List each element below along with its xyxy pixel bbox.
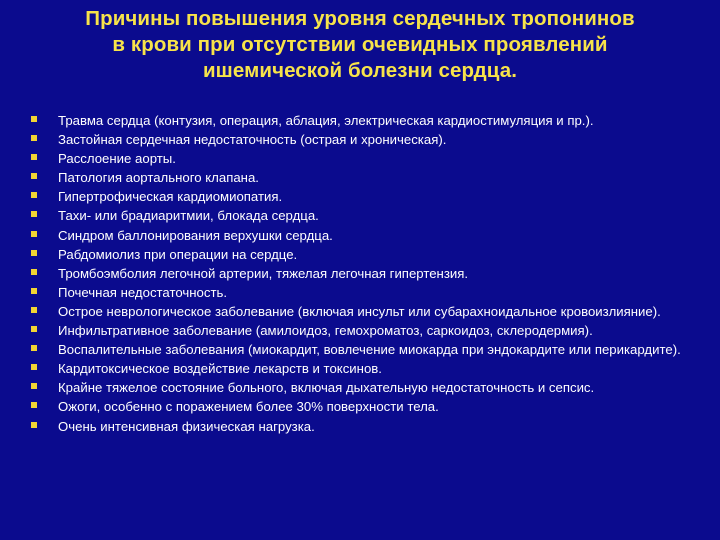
list-item — [30, 323, 698, 338]
list-item — [30, 380, 698, 395]
list-item — [30, 304, 698, 319]
square-bullet-icon — [31, 383, 37, 389]
list-item — [30, 208, 698, 223]
list-item — [30, 132, 698, 147]
square-bullet-icon — [31, 192, 37, 198]
square-bullet-icon — [31, 364, 37, 370]
square-bullet-icon — [31, 402, 37, 408]
square-bullet-icon — [31, 326, 37, 332]
causes-list — [30, 113, 698, 438]
square-bullet-icon — [31, 307, 37, 313]
list-item-text: Почечная недостаточность. — [58, 284, 228, 300]
list-item-text: Кардитоксическое воздействие лекарств и токсинов. — [58, 361, 382, 377]
list-item — [30, 113, 698, 128]
list-item — [30, 419, 698, 434]
square-bullet-icon — [31, 422, 37, 428]
list-item-text: Инфильтративное заболевание (амилоидоз, гемохроматоз, саркоидоз, склеродермия). — [58, 323, 593, 339]
list-item-text: Острое неврологическое заболевание (включая инсульт или субарахноидальное кровоизлияние). — [58, 303, 661, 319]
list-item — [30, 247, 698, 262]
square-bullet-icon — [31, 116, 37, 122]
list-item — [30, 342, 698, 357]
list-item — [30, 399, 698, 414]
list-item — [30, 285, 698, 300]
list-item-text: Ожоги, особенно с поражением более 30% поверхности тела. — [58, 399, 439, 415]
list-item-text: Синдром баллонирования верхушки сердца. — [58, 227, 333, 243]
list-item-text: Очень интенсивная физическая нагрузка. — [58, 418, 315, 434]
list-item-text: Гипертрофическая кардиомиопатия. — [58, 189, 283, 205]
list-item — [30, 189, 698, 204]
square-bullet-icon — [31, 211, 37, 217]
square-bullet-icon — [31, 135, 37, 141]
square-bullet-icon — [31, 231, 37, 237]
list-item-text: Расслоение аорты. — [58, 151, 176, 167]
list-item-text: Крайне тяжелое состояние больного, включая дыхательную недостаточность и сепсис. — [58, 380, 595, 396]
list-item-text: Тахи- или брадиаритмии, блокада сердца. — [58, 208, 319, 224]
list-item-text: Воспалительные заболевания (миокардит, вовлечение миокарда при эндокардите или перикардите). — [58, 342, 681, 358]
square-bullet-icon — [31, 269, 37, 275]
list-item — [30, 151, 698, 166]
list-item — [30, 228, 698, 243]
list-item-text: Травма сердца (контузия, операция, аблация, электрическая кардиостимуляция и пр.). — [58, 113, 594, 128]
square-bullet-icon — [31, 345, 37, 351]
list-item-text: Рабдомиолиз при операции на сердце. — [58, 246, 298, 262]
list-item — [30, 361, 698, 376]
slide-title: Причины повышения уровня сердечных тропонинов в крови при отсутствии очевидных проявлений ишемической болезни сердца. — [85, 7, 635, 82]
square-bullet-icon — [31, 173, 37, 179]
list-item — [30, 266, 698, 281]
list-item-text: Патология аортального клапана. — [58, 170, 259, 186]
square-bullet-icon — [31, 288, 37, 294]
list-item-text: Застойная сердечная недостаточность (острая и хроническая). — [58, 132, 447, 148]
list-item — [30, 170, 698, 185]
list-item-text: Тромбоэмболия легочной артерии, тяжелая легочная гипертензия. — [58, 265, 469, 281]
square-bullet-icon — [31, 250, 37, 256]
square-bullet-icon — [31, 154, 37, 160]
